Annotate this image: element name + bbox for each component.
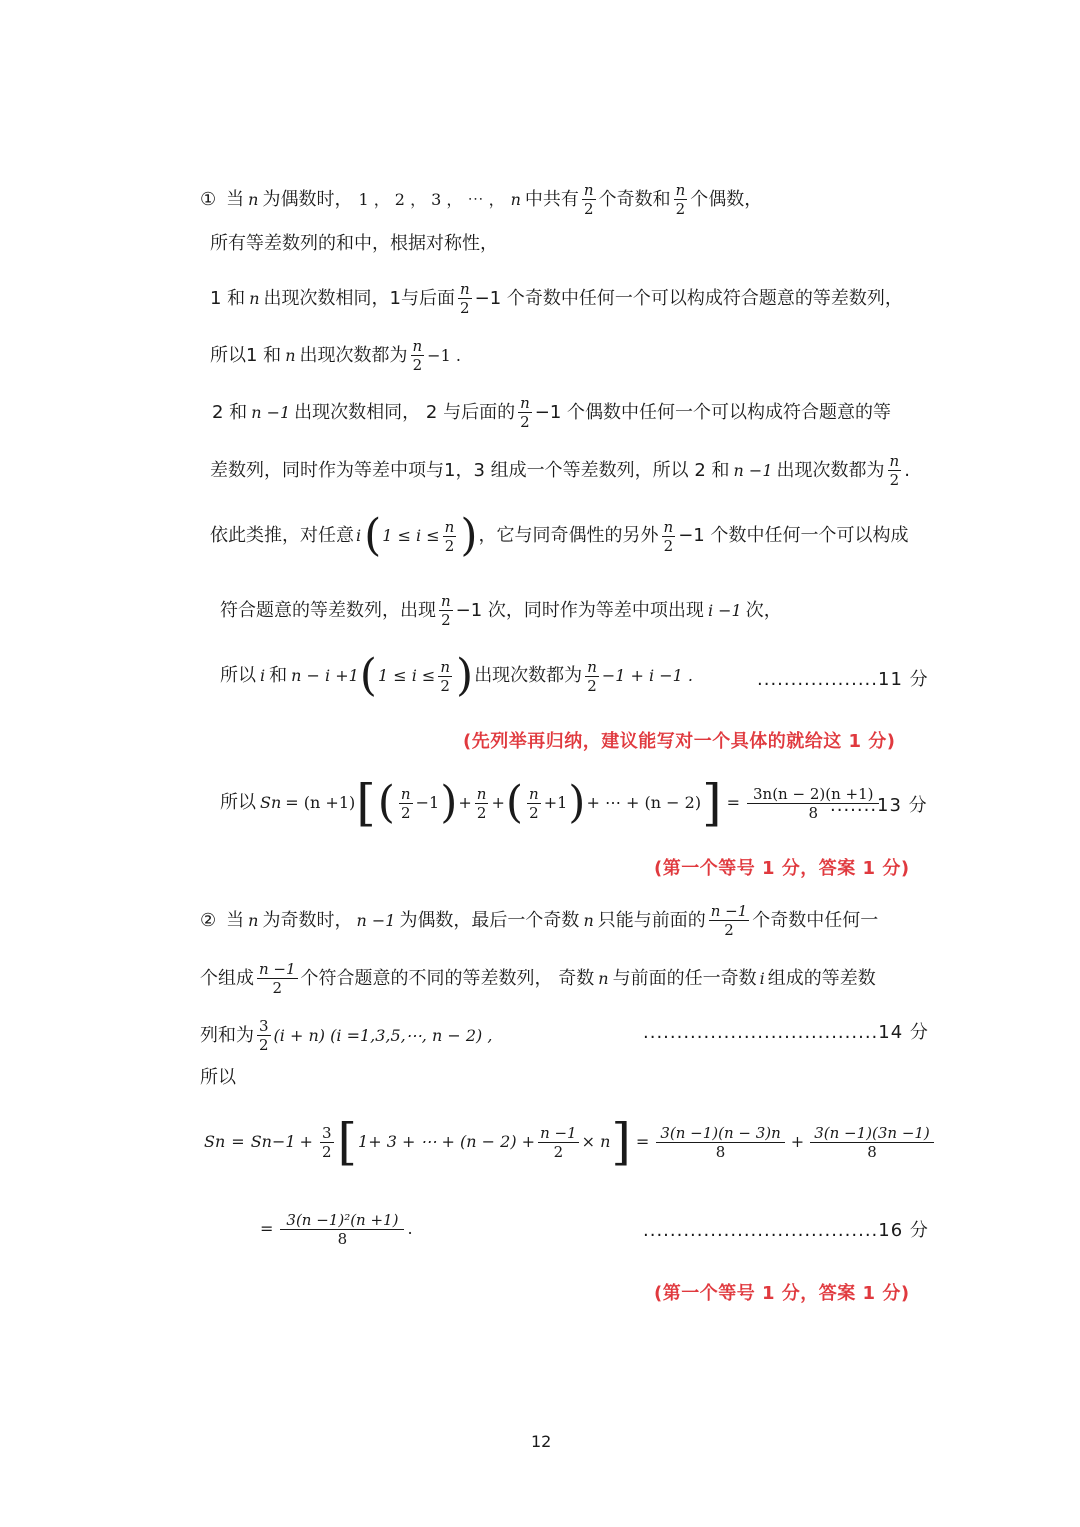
text: 个偶数， <box>690 188 763 210</box>
math-var: S <box>250 1132 262 1151</box>
left-bracket: [ <box>356 774 376 832</box>
page-number: 12 <box>531 1432 552 1451</box>
math-op: = <box>260 1219 274 1238</box>
score-16: ...................................16 分 <box>643 1220 929 1241</box>
case1-line3 <box>210 280 903 317</box>
text: 出现次数都为 <box>776 459 885 481</box>
math-op: = <box>635 1132 650 1151</box>
fraction: $\frac{n -1}{2}$ <box>259 960 296 997</box>
math-var: i <box>356 526 362 545</box>
text: 个组成 <box>200 967 254 989</box>
math-op: = <box>726 793 740 812</box>
right-paren: ) <box>568 777 586 828</box>
math-expr: 1 ≤ i ≤ <box>382 526 440 545</box>
case2-line1 <box>200 902 878 939</box>
math-expr: −1 + i −1 . <box>601 666 693 685</box>
math-expr: n −1 <box>733 460 773 480</box>
math-expr: n −1 <box>251 402 291 422</box>
case1-line8 <box>220 592 782 629</box>
grading-note-3: (第一个等号 1 分，答案 1 分) <box>654 1283 910 1304</box>
math-op: + <box>491 793 505 812</box>
case2-sum-formula <box>204 1114 937 1170</box>
text: 列和为 <box>200 1024 254 1046</box>
math-op: . <box>407 1219 413 1238</box>
text: 和 <box>269 665 288 686</box>
text: 出现次数都为 <box>474 665 583 686</box>
text: −1 个奇数中任何一个可以构成符合题意的等差数列， <box>474 287 903 309</box>
text: 个奇数中任何一 <box>752 909 879 931</box>
math-var: n <box>583 910 594 930</box>
math-expr: +1 <box>543 793 568 812</box>
math-expr: × n <box>581 1132 611 1151</box>
math-op: + <box>790 1132 805 1151</box>
text: 差数列，同时作为等差中项与1，3 组成一个等差数列，所以 2 和 <box>210 459 730 481</box>
text: 为奇数时， <box>262 909 353 931</box>
text: 中共有 <box>524 188 579 210</box>
grading-note-1: (先列举再归纳，建议能写对一个具体的就给这 1 分) <box>463 731 896 752</box>
fraction: $\frac{n}{2}$ <box>520 394 530 431</box>
text: 次， <box>745 599 782 621</box>
right-paren: ) <box>440 777 458 828</box>
fraction: $\frac{3(n -1)(3n -1)}{8}$ <box>810 1124 934 1161</box>
case1-line9 <box>220 650 693 701</box>
fraction: $\frac{n}{2}$ <box>587 657 597 695</box>
fraction: $\frac{n}{2}$ <box>412 337 423 374</box>
fraction: $\frac{3(n -1)(n - 3)n}{8}$ <box>656 1124 784 1161</box>
case1-line5 <box>212 394 891 431</box>
text: 所以1 和 <box>210 344 282 366</box>
case1-line1 <box>200 181 762 218</box>
fraction: $\frac{n}{2}$ <box>400 784 411 822</box>
math-expr: −1 <box>415 793 440 812</box>
case2-line3 <box>200 1017 492 1054</box>
math-expr: 1 ≤ i ≤ <box>377 666 436 685</box>
text: 所有等差数列的和中，根据对称性， <box>210 233 498 254</box>
fraction: $\frac{n}{2}$ <box>444 517 455 555</box>
score-11: ..................11 分 <box>757 669 929 690</box>
text: 1 和 <box>210 287 246 309</box>
text: −1 次，同时作为等差中项出现 <box>455 599 704 621</box>
math-expr: n −1 <box>356 910 396 930</box>
right-paren: ) <box>460 510 478 561</box>
math-op: + <box>299 1132 313 1151</box>
fraction: $\frac{n -1}{2}$ <box>710 902 748 939</box>
text: ，它与同奇偶性的另外 <box>478 525 659 546</box>
math-seq: 1 ， 2 ， 3 ， ⋯ ， <box>358 189 505 209</box>
math-expr: (i + n) (i =1,3,5,⋯, n − 2) , <box>273 1025 493 1045</box>
right-paren: ) <box>456 650 474 701</box>
right-bracket: ] <box>702 774 722 832</box>
text: 为偶数时， <box>262 188 353 210</box>
subscript: n <box>214 1132 226 1151</box>
left-paren: ( <box>359 650 377 701</box>
text: 出现次数相同，1与后面 <box>263 287 455 309</box>
text: 所以 <box>220 665 256 686</box>
case2-line4 <box>200 1066 236 1090</box>
fraction: $\frac{n -1}{2}$ <box>540 1123 577 1161</box>
left-bracket: [ <box>337 1113 358 1171</box>
fraction: $\frac{3n(n - 2)(n +1)}{8}$ <box>747 785 879 822</box>
right-bracket: ] <box>611 1113 631 1171</box>
text: 所以 <box>220 792 256 813</box>
fraction: $\frac{n}{2}$ <box>663 517 674 555</box>
case1-sum-formula <box>220 776 882 830</box>
score-13: .......13 分 <box>830 795 928 816</box>
text: . <box>904 459 910 481</box>
fraction: $\frac{n}{2}$ <box>583 181 594 218</box>
text: 当 <box>226 909 245 931</box>
fraction: $\frac{3}{2}$ <box>321 1123 332 1161</box>
text: 为偶数，最后一个奇数 <box>399 909 580 931</box>
text: 所以 <box>200 1067 236 1088</box>
case2-line2 <box>200 960 876 997</box>
left-paren: ( <box>505 777 524 828</box>
subscript: n <box>270 793 282 812</box>
circle-two-marker: ② <box>200 909 217 931</box>
math-expr: 1+ 3 + ⋯ + (n − 2) + <box>358 1132 536 1151</box>
math-op: + <box>458 793 472 812</box>
left-paren: ( <box>377 777 395 828</box>
grading-note-2: (第一个等号 1 分，答案 1 分) <box>654 858 910 879</box>
case1-line2 <box>210 232 498 256</box>
fraction: $\frac{3}{2}$ <box>259 1017 269 1054</box>
math-var: n <box>249 288 260 308</box>
text: 符合题意的等差数列，出现 <box>220 599 436 621</box>
fraction: $\frac{n}{2}$ <box>675 181 686 218</box>
math-expr: = (n +1) <box>285 793 356 812</box>
math-var: n <box>510 189 521 209</box>
fraction: $\frac{n}{2}$ <box>529 784 539 822</box>
text: −1 个数中任何一个可以构成 <box>678 525 909 546</box>
score-14: ...................................14 分 <box>643 1022 929 1043</box>
case1-line6 <box>210 452 910 489</box>
math-expr: + ⋯ + (n − 2) <box>586 793 702 812</box>
math-var: S <box>260 793 271 812</box>
circle-one-marker: ① <box>200 188 217 210</box>
math-expr: i −1 <box>707 600 742 620</box>
text: 出现次数都为 <box>299 344 408 366</box>
math-op: = <box>231 1132 245 1151</box>
text: 个奇数和 <box>598 188 671 210</box>
math-var: S <box>204 1132 215 1151</box>
math-var: i <box>759 968 765 988</box>
text: 与前面的任一奇数 <box>612 967 757 989</box>
fraction: $\frac{n}{2}$ <box>440 657 451 695</box>
text: 当 <box>226 188 245 210</box>
text: 2 和 <box>212 401 248 423</box>
fraction: $\frac{\text{3(n −1)²(n +1)}}{8}$ <box>280 1211 404 1248</box>
text: 依此类推，对任意 <box>210 525 354 546</box>
text: −1 个偶数中任何一个可以构成符合题意的等 <box>534 401 892 423</box>
text: 个符合题意的不同的等差数列， 奇数 <box>300 967 595 989</box>
subscript: n−1 <box>261 1132 296 1151</box>
case1-line7 <box>210 510 909 561</box>
math-var: n <box>285 345 296 365</box>
math-var: n <box>248 910 259 930</box>
left-paren: ( <box>364 510 382 561</box>
case2-result-formula <box>260 1204 413 1254</box>
math-var: i <box>260 666 266 685</box>
case1-line4 <box>210 337 461 374</box>
math-var: n <box>598 968 609 988</box>
fraction: $\frac{n}{2}$ <box>476 784 487 822</box>
math-var: n <box>248 189 259 209</box>
text: 组成的等差数 <box>767 967 876 989</box>
text: −1 . <box>427 345 461 365</box>
fraction: $\frac{n}{2}$ <box>459 280 470 317</box>
fraction: $\frac{n}{2}$ <box>441 592 451 629</box>
text: 出现次数相同， 2 与后面的 <box>294 401 516 423</box>
math-expr: n − i +1 <box>291 666 359 685</box>
fraction: $\frac{n}{2}$ <box>889 452 900 489</box>
text: 只能与前面的 <box>597 909 706 931</box>
